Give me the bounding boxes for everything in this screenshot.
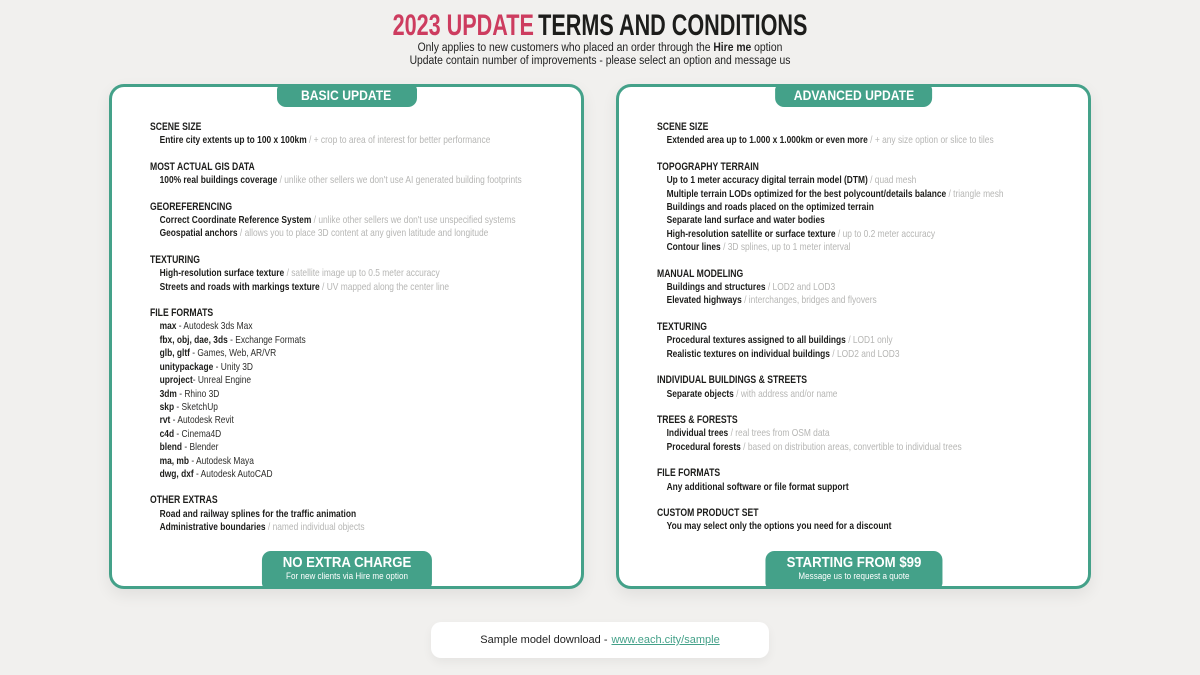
section-title: CUSTOM PRODUCT SET	[657, 506, 759, 519]
feature-item: Extended area up to 1.000 x 1.000km or even more / + any size option or slice to tiles	[666, 134, 994, 147]
feature-item: Road and railway splines for the traffic animation	[159, 507, 357, 520]
subtitle-text: option	[751, 42, 783, 54]
hire-me-emphasis: Hire me	[713, 42, 752, 54]
feature-item: skp - SketchUp	[159, 400, 218, 413]
feature-item: unitypackage - Unity 3D	[159, 360, 253, 373]
section-most-actual-gis-data	[150, 161, 567, 188]
feature-item: Geospatial anchors / allows you to place 3D content at any given latitude and longitude	[159, 227, 489, 240]
panel-header-badge	[775, 84, 933, 107]
panel-body	[619, 87, 1088, 586]
feature-item: High-resolution satellite or surface texture / up to 0.2 meter accuracy	[666, 227, 936, 240]
sample-download-label: Sample model download -	[480, 634, 608, 646]
price-badge-subtitle: For new clients via Hire me option	[285, 571, 408, 581]
section-topography-terrain	[657, 161, 1074, 255]
feature-item: Realistic textures on individual buildings / LOD2 and LOD3	[666, 347, 900, 360]
panel-header-badge-label: BASIC UPDATE	[301, 88, 392, 103]
section-title: OTHER EXTRAS	[150, 494, 218, 507]
subtitle-line-2: Update contain number of improvements - please select an option and message us	[409, 55, 791, 67]
feature-item: Contour lines / 3D splines, up to 1 meter interval	[666, 241, 851, 254]
section-scene-size	[657, 121, 1074, 148]
price-badge-title: STARTING FROM $99	[786, 554, 921, 571]
section-texturing	[657, 321, 1074, 361]
feature-item: Administrative boundaries / named individual objects	[159, 521, 365, 534]
section-title: TEXTURING	[657, 320, 707, 333]
feature-item: Up to 1 meter accuracy digital terrain model (DTM) / quad mesh	[666, 174, 917, 187]
panel-advanced-update	[616, 84, 1091, 589]
price-badge-title: NO EXTRA CHARGE	[282, 554, 411, 571]
price-badge	[765, 551, 942, 589]
section-other-extras	[150, 494, 567, 534]
section-title: MANUAL MODELING	[657, 267, 744, 280]
feature-item: max - Autodesk 3ds Max	[159, 320, 253, 333]
page-title	[168, 10, 1032, 42]
panel-header-badge-label: ADVANCED UPDATE	[793, 88, 914, 103]
section-title: GEOREFERENCING	[150, 200, 233, 213]
feature-item: You may select only the options you need for a discount	[666, 520, 892, 533]
feature-item: Streets and roads with markings texture / UV mapped along the center line	[159, 280, 450, 293]
section-georeferencing	[150, 201, 567, 241]
feature-item: rvt - Autodesk Revit	[159, 414, 234, 427]
section-title: TEXTURING	[150, 253, 200, 266]
section-custom-product-set	[657, 507, 1074, 534]
panel-body	[112, 87, 581, 586]
subtitle-text: Only applies to new customers who placed an order through the	[417, 42, 714, 54]
feature-item: c4d - Cinema4D	[159, 427, 222, 440]
section-file-formats	[657, 467, 1074, 494]
feature-item: Separate objects / with address and/or name	[666, 387, 838, 400]
section-scene-size	[150, 121, 567, 148]
page-header	[0, 0, 1200, 68]
section-texturing	[150, 254, 567, 294]
panel-basic-update	[109, 84, 584, 589]
section-title: INDIVIDUAL BUILDINGS & STREETS	[657, 374, 808, 387]
section-title: MOST ACTUAL GIS DATA	[150, 160, 255, 173]
feature-item: Procedural textures assigned to all buildings / LOD1 only	[666, 334, 893, 347]
subtitle-line-1	[60, 42, 1140, 55]
title-main: TERMS AND CONDITIONS	[538, 9, 808, 42]
feature-item: ma, mb - Autodesk Maya	[159, 454, 254, 467]
section-manual-modeling	[657, 268, 1074, 308]
update-panels	[0, 84, 1200, 589]
price-badge	[261, 551, 431, 589]
feature-item: uproject- Unreal Engine	[159, 374, 252, 387]
section-file-formats	[150, 307, 567, 481]
price-badge-subtitle: Message us to request a quote	[797, 571, 910, 581]
section-individual-buildings-streets	[657, 374, 1074, 401]
section-title: SCENE SIZE	[150, 121, 202, 133]
feature-item: glb, gltf - Games, Web, AR/VR	[159, 347, 277, 360]
feature-item: Individual trees / real trees from OSM data	[666, 427, 830, 440]
section-title: TOPOGRAPHY TERRAIN	[657, 160, 759, 173]
feature-item: Procedural forests / based on distribution areas, convertible to individual trees	[666, 440, 962, 453]
feature-item: Separate land surface and water bodies	[666, 214, 825, 227]
section-trees-forests	[657, 414, 1074, 454]
sample-download-pill	[431, 622, 769, 658]
section-title: FILE FORMATS	[657, 467, 721, 480]
feature-item: Any additional software or file format support	[666, 480, 849, 493]
feature-item: 100% real buildings coverage / unlike other sellers we don't use AI generated building footprints	[159, 174, 522, 187]
section-title: TREES & FORESTS	[657, 413, 738, 426]
feature-item: Elevated highways / interchanges, bridges and flyovers	[666, 294, 877, 307]
feature-item: 3dm - Rhino 3D	[159, 387, 220, 400]
panel-header-badge	[277, 84, 417, 107]
feature-item: Correct Coordinate Reference System / unlike other sellers we don't use unspecified systems	[159, 214, 516, 227]
feature-item: Buildings and structures / LOD2 and LOD3	[666, 281, 836, 294]
title-accent: 2023 UPDATE	[392, 9, 534, 42]
feature-item: dwg, dxf - Autodesk AutoCAD	[159, 467, 273, 480]
feature-item: Entire city extents up to 100 x 100km / + crop to area of interest for better performance	[159, 134, 491, 147]
feature-item: High-resolution surface texture / satellite image up to 0.5 meter accuracy	[159, 267, 440, 280]
section-title: FILE FORMATS	[150, 307, 214, 320]
section-title: SCENE SIZE	[657, 121, 709, 133]
sample-download-link[interactable]: www.each.city/sample	[611, 634, 720, 646]
feature-item: fbx, obj, dae, 3ds - Exchange Formats	[159, 333, 306, 346]
feature-item: Multiple terrain LODs optimized for the best polycount/details balance / triangle mesh	[666, 187, 1004, 200]
feature-item: blend - Blender	[159, 441, 219, 454]
feature-item: Buildings and roads placed on the optimized terrain	[666, 201, 874, 214]
